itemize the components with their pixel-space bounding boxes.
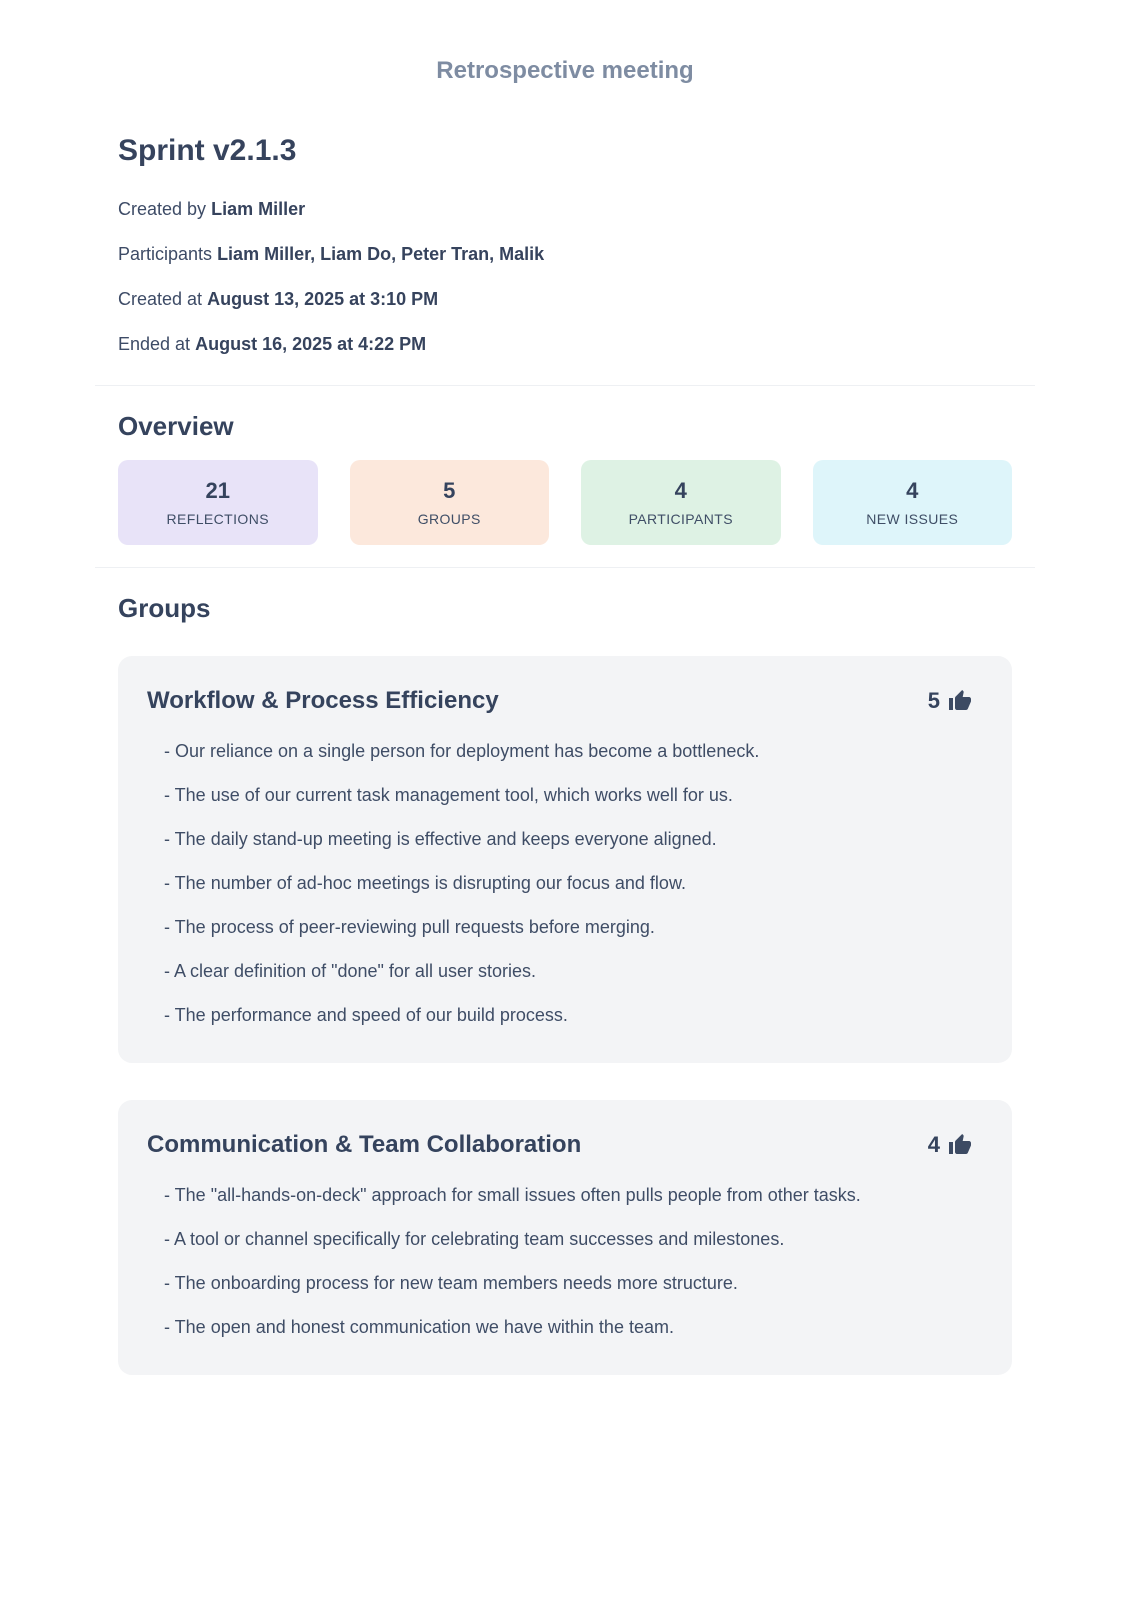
stat-card-reflections: [118, 460, 318, 545]
group-point: - The "all-hands-on-deck" approach for small issues often pulls people from other tasks.: [164, 1185, 861, 1205]
group-point: - A clear definition of "done" for all user stories.: [164, 961, 536, 981]
participants-label: Participants: [118, 244, 213, 264]
created-by-label: Created by: [118, 199, 207, 219]
stat-card-participants: [581, 460, 781, 545]
retrospective-report-page: [95, 0, 1035, 1375]
meeting-header: [95, 134, 1035, 355]
groups-section: [95, 592, 1035, 1375]
group-point: - The number of ad-hoc meetings is disrupting our focus and flow.: [164, 873, 686, 893]
group-header: [147, 686, 972, 716]
thumbs-up-icon[interactable]: [948, 1133, 972, 1157]
overview-stats-row: [95, 460, 1035, 545]
group-points-list: [147, 1180, 972, 1343]
meta-created-by: [118, 198, 1012, 220]
section-divider: [95, 567, 1035, 568]
group-point: - The open and honest communication we have within the team.: [164, 1317, 674, 1337]
stat-card-groups: [350, 460, 550, 545]
group-point: - The daily stand-up meeting is effective and keeps everyone aligned.: [164, 829, 717, 849]
group-title: Workflow & Process Efficiency: [147, 687, 499, 714]
meta-ended-at: [118, 333, 1012, 355]
group-header: [147, 1130, 972, 1160]
stat-value-reflections: 21: [205, 478, 230, 503]
group-card-workflow-process-efficiency: [118, 656, 1012, 1063]
meeting-name: Sprint v2.1.3: [118, 134, 297, 167]
meta-participants: [118, 243, 1012, 265]
group-point: - A tool or channel specifically for celebrating team successes and milestones.: [164, 1229, 785, 1249]
created-by-value: Liam Miller: [211, 199, 306, 219]
group-title: Communication & Team Collaboration: [147, 1131, 582, 1158]
created-at-label: Created at: [118, 289, 203, 309]
stat-value-new-issues: 4: [906, 478, 919, 503]
group-point: - The process of peer-reviewing pull requests before merging.: [164, 917, 655, 937]
group-points-list: [147, 736, 972, 1031]
groups-heading: Groups: [118, 593, 211, 623]
stat-label-reflections: REFLECTIONS: [166, 511, 269, 527]
vote-count: 4: [927, 1132, 940, 1157]
stat-card-new-issues: [813, 460, 1013, 545]
group-point: - The use of our current task management tool, which works well for us.: [164, 785, 733, 805]
stat-label-participants: PARTICIPANTS: [628, 511, 733, 527]
overview-heading: Overview: [118, 411, 234, 441]
vote-count: 5: [927, 688, 940, 713]
participants-value: Liam Miller, Liam Do, Peter Tran, Malik: [217, 244, 545, 264]
ended-at-value: August 16, 2025 at 4:22 PM: [195, 334, 427, 354]
created-at-value: August 13, 2025 at 3:10 PM: [207, 289, 439, 309]
page-title: Retrospective meeting: [436, 57, 694, 84]
section-divider: [95, 385, 1035, 386]
stat-label-groups: GROUPS: [417, 511, 481, 527]
thumbs-up-icon[interactable]: [948, 689, 972, 713]
group-vote-badge: [928, 688, 972, 714]
group-point: - The performance and speed of our build process.: [164, 1005, 568, 1025]
stat-value-groups: 5: [443, 478, 456, 503]
group-card-communication-team-collaboration: [118, 1100, 1012, 1375]
group-point: - Our reliance on a single person for deployment has become a bottleneck.: [164, 741, 760, 761]
overview-section: [95, 410, 1035, 545]
group-point: - The onboarding process for new team members needs more structure.: [164, 1273, 738, 1293]
meta-created-at: [118, 288, 1012, 310]
group-vote-badge: [928, 1132, 972, 1158]
stat-label-new-issues: NEW ISSUES: [866, 511, 959, 527]
ended-at-label: Ended at: [118, 334, 191, 354]
stat-value-participants: 4: [674, 478, 687, 503]
